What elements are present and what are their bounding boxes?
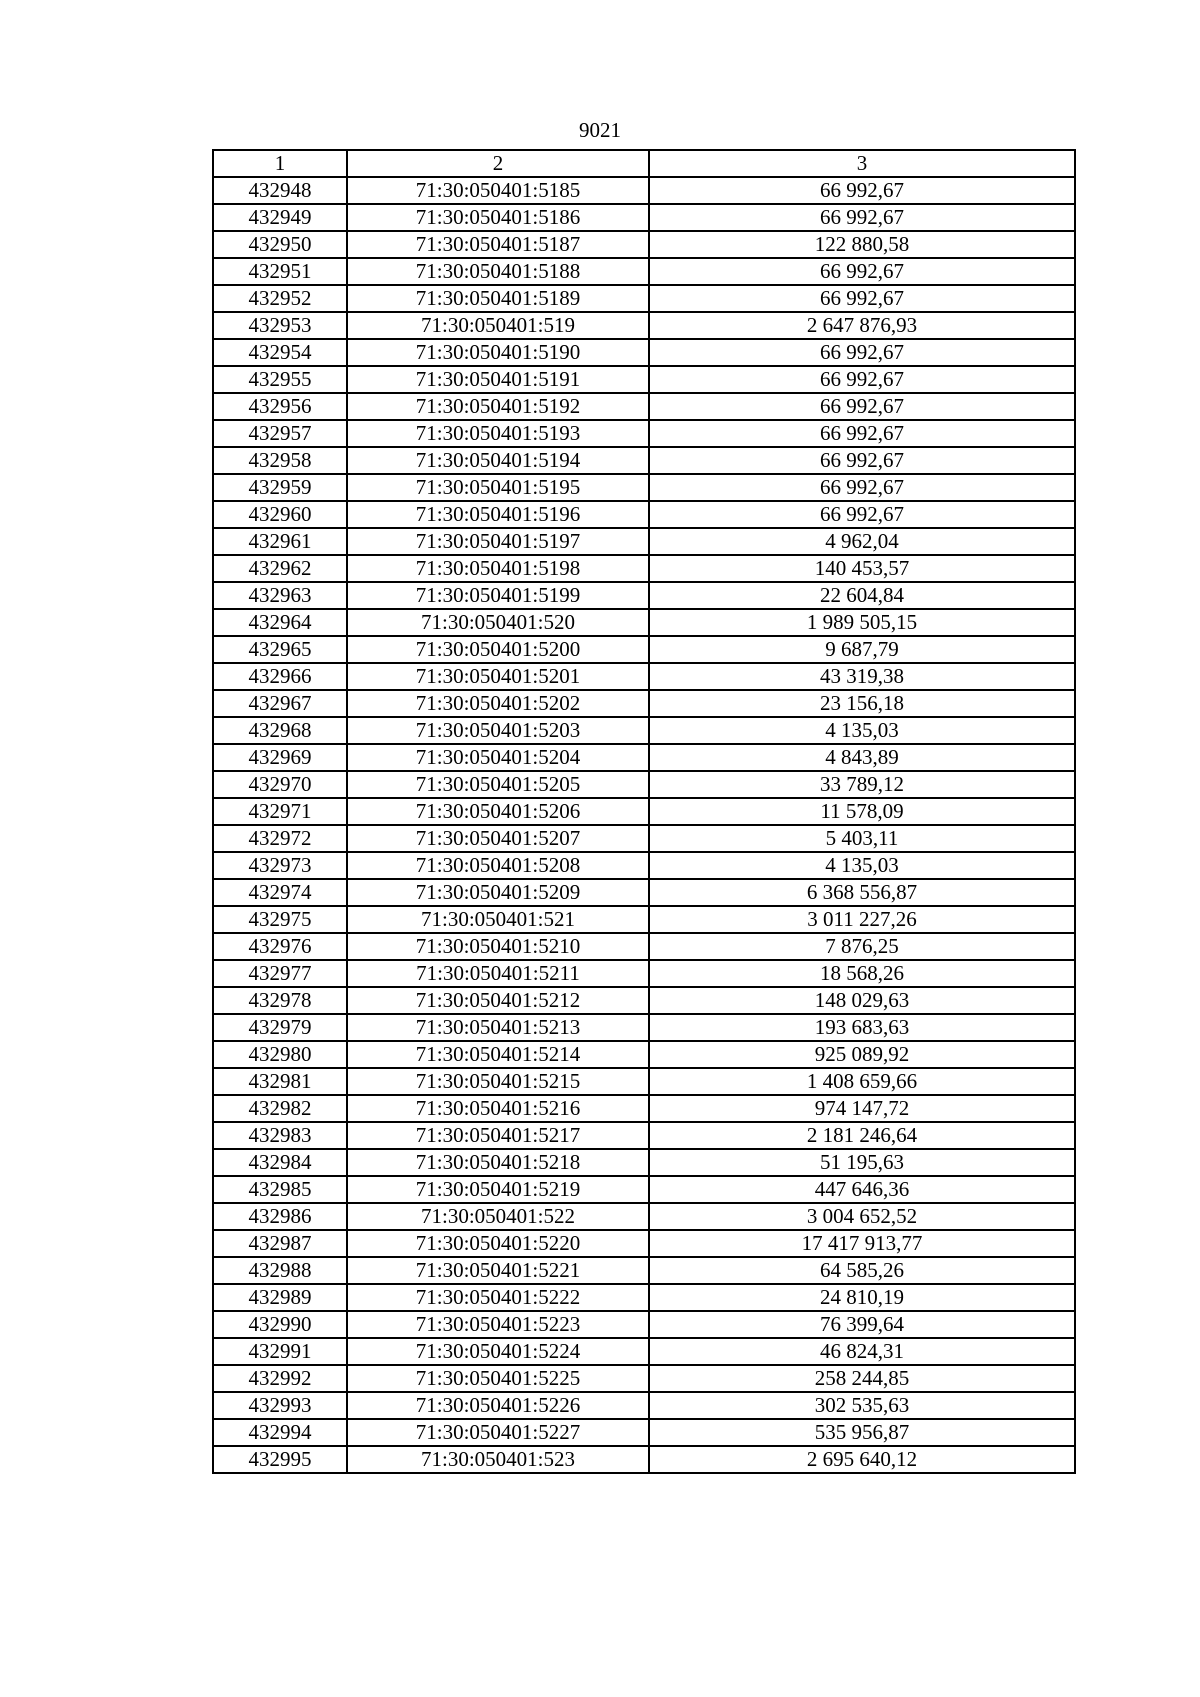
- row-number-cell: 432977: [213, 960, 347, 987]
- cadastral-number-cell: 71:30:050401:5192: [347, 393, 649, 420]
- row-number-cell: 432987: [213, 1230, 347, 1257]
- cadastral-number-cell: 71:30:050401:521: [347, 906, 649, 933]
- value-cell: 6 368 556,87: [649, 879, 1075, 906]
- table-row: [213, 609, 1075, 636]
- table-row: [213, 528, 1075, 555]
- row-number-cell: 432981: [213, 1068, 347, 1095]
- table-header: [213, 150, 1075, 177]
- table-row: [213, 1446, 1075, 1473]
- value-cell: 4 843,89: [649, 744, 1075, 771]
- table-row: [213, 1176, 1075, 1203]
- row-number-cell: 432955: [213, 366, 347, 393]
- value-cell: 66 992,67: [649, 258, 1075, 285]
- row-number-cell: 432979: [213, 1014, 347, 1041]
- table-row: [213, 204, 1075, 231]
- value-cell: 7 876,25: [649, 933, 1075, 960]
- row-number-cell: 432985: [213, 1176, 347, 1203]
- table-row: [213, 1392, 1075, 1419]
- value-cell: 193 683,63: [649, 1014, 1075, 1041]
- cadastral-number-cell: 71:30:050401:5193: [347, 420, 649, 447]
- row-number-cell: 432984: [213, 1149, 347, 1176]
- value-cell: 447 646,36: [649, 1176, 1075, 1203]
- value-cell: 2 181 246,64: [649, 1122, 1075, 1149]
- value-cell: 24 810,19: [649, 1284, 1075, 1311]
- table-row: [213, 771, 1075, 798]
- row-number-cell: 432962: [213, 555, 347, 582]
- cadastral-number-cell: 71:30:050401:5219: [347, 1176, 649, 1203]
- cadastral-number-cell: 71:30:050401:5223: [347, 1311, 649, 1338]
- row-number-cell: 432951: [213, 258, 347, 285]
- cadastral-number-cell: 71:30:050401:520: [347, 609, 649, 636]
- cadastral-number-cell: 71:30:050401:5200: [347, 636, 649, 663]
- table-row: [213, 1203, 1075, 1230]
- value-cell: 5 403,11: [649, 825, 1075, 852]
- value-cell: 46 824,31: [649, 1338, 1075, 1365]
- cadastral-number-cell: 71:30:050401:5224: [347, 1338, 649, 1365]
- row-number-cell: 432961: [213, 528, 347, 555]
- value-cell: 122 880,58: [649, 231, 1075, 258]
- table-row: [213, 933, 1075, 960]
- value-cell: 66 992,67: [649, 339, 1075, 366]
- row-number-cell: 432960: [213, 501, 347, 528]
- value-cell: 66 992,67: [649, 447, 1075, 474]
- row-number-cell: 432989: [213, 1284, 347, 1311]
- table-row: [213, 366, 1075, 393]
- row-number-cell: 432990: [213, 1311, 347, 1338]
- row-number-cell: 432978: [213, 987, 347, 1014]
- table-row: [213, 1338, 1075, 1365]
- row-number-cell: 432956: [213, 393, 347, 420]
- cadastral-number-cell: 71:30:050401:5216: [347, 1095, 649, 1122]
- header-cell-2: 2: [347, 150, 649, 177]
- value-cell: 9 687,79: [649, 636, 1075, 663]
- table-row: [213, 1122, 1075, 1149]
- cadastral-number-cell: 71:30:050401:5207: [347, 825, 649, 852]
- value-cell: 43 319,38: [649, 663, 1075, 690]
- cadastral-number-cell: 71:30:050401:5197: [347, 528, 649, 555]
- row-number-cell: 432983: [213, 1122, 347, 1149]
- row-number-cell: 432950: [213, 231, 347, 258]
- row-number-cell: 432963: [213, 582, 347, 609]
- value-cell: 2 695 640,12: [649, 1446, 1075, 1473]
- row-number-cell: 432971: [213, 798, 347, 825]
- row-number-cell: 432958: [213, 447, 347, 474]
- cadastral-number-cell: 71:30:050401:5226: [347, 1392, 649, 1419]
- table-row: [213, 852, 1075, 879]
- cadastral-number-cell: 71:30:050401:519: [347, 312, 649, 339]
- row-number-cell: 432992: [213, 1365, 347, 1392]
- value-cell: 51 195,63: [649, 1149, 1075, 1176]
- cadastral-number-cell: 71:30:050401:5211: [347, 960, 649, 987]
- cadastral-number-cell: 71:30:050401:5206: [347, 798, 649, 825]
- cadastral-number-cell: 71:30:050401:5199: [347, 582, 649, 609]
- value-cell: 148 029,63: [649, 987, 1075, 1014]
- table-row: [213, 744, 1075, 771]
- row-number-cell: 432972: [213, 825, 347, 852]
- table-row: [213, 663, 1075, 690]
- value-cell: 4 135,03: [649, 852, 1075, 879]
- row-number-cell: 432959: [213, 474, 347, 501]
- table-row: [213, 447, 1075, 474]
- value-cell: 22 604,84: [649, 582, 1075, 609]
- row-number-cell: 432973: [213, 852, 347, 879]
- table-row: [213, 1095, 1075, 1122]
- value-cell: 535 956,87: [649, 1419, 1075, 1446]
- cadastral-number-cell: 71:30:050401:5227: [347, 1419, 649, 1446]
- cadastral-number-cell: 71:30:050401:5225: [347, 1365, 649, 1392]
- table-row: [213, 393, 1075, 420]
- value-cell: 3 011 227,26: [649, 906, 1075, 933]
- row-number-cell: 432986: [213, 1203, 347, 1230]
- row-number-cell: 432970: [213, 771, 347, 798]
- cadastral-number-cell: 71:30:050401:5198: [347, 555, 649, 582]
- value-cell: 66 992,67: [649, 204, 1075, 231]
- header-row: [213, 150, 1075, 177]
- table-row: [213, 1257, 1075, 1284]
- table-row: [213, 231, 1075, 258]
- value-cell: 23 156,18: [649, 690, 1075, 717]
- cadastral-number-cell: 71:30:050401:5208: [347, 852, 649, 879]
- row-number-cell: 432994: [213, 1419, 347, 1446]
- cadastral-number-cell: 71:30:050401:5217: [347, 1122, 649, 1149]
- row-number-cell: 432988: [213, 1257, 347, 1284]
- cadastral-number-cell: 71:30:050401:5215: [347, 1068, 649, 1095]
- cadastral-number-cell: 71:30:050401:5188: [347, 258, 649, 285]
- cadastral-number-cell: 71:30:050401:5220: [347, 1230, 649, 1257]
- value-cell: 258 244,85: [649, 1365, 1075, 1392]
- row-number-cell: 432966: [213, 663, 347, 690]
- row-number-cell: 432976: [213, 933, 347, 960]
- table-row: [213, 285, 1075, 312]
- cadastral-number-cell: 71:30:050401:5218: [347, 1149, 649, 1176]
- row-number-cell: 432957: [213, 420, 347, 447]
- cadastral-number-cell: 71:30:050401:523: [347, 1446, 649, 1473]
- value-cell: 66 992,67: [649, 285, 1075, 312]
- table-row: [213, 1041, 1075, 1068]
- row-number-cell: 432949: [213, 204, 347, 231]
- value-cell: 66 992,67: [649, 393, 1075, 420]
- table-row: [213, 474, 1075, 501]
- header-cell-1: 1: [213, 150, 347, 177]
- page-number: 9021: [579, 118, 621, 142]
- cadastral-number-cell: 71:30:050401:5205: [347, 771, 649, 798]
- table-row: [213, 906, 1075, 933]
- row-number-cell: 432967: [213, 690, 347, 717]
- row-number-cell: 432993: [213, 1392, 347, 1419]
- table-row: [213, 555, 1075, 582]
- table-row: [213, 717, 1075, 744]
- value-cell: 18 568,26: [649, 960, 1075, 987]
- table-row: [213, 1365, 1075, 1392]
- table-row: [213, 987, 1075, 1014]
- row-number-cell: 432948: [213, 177, 347, 204]
- row-number-cell: 432969: [213, 744, 347, 771]
- value-cell: 17 417 913,77: [649, 1230, 1075, 1257]
- cadastral-number-cell: 71:30:050401:5210: [347, 933, 649, 960]
- value-cell: 302 535,63: [649, 1392, 1075, 1419]
- cadastral-number-cell: 71:30:050401:522: [347, 1203, 649, 1230]
- value-cell: 1 989 505,15: [649, 609, 1075, 636]
- table-row: [213, 1419, 1075, 1446]
- cadastral-number-cell: 71:30:050401:5204: [347, 744, 649, 771]
- table-row: [213, 312, 1075, 339]
- value-cell: 1 408 659,66: [649, 1068, 1075, 1095]
- data-table: [212, 149, 1076, 1474]
- cadastral-number-cell: 71:30:050401:5190: [347, 339, 649, 366]
- table-row: [213, 177, 1075, 204]
- table-row: [213, 1014, 1075, 1041]
- cadastral-number-cell: 71:30:050401:5194: [347, 447, 649, 474]
- value-cell: 4 135,03: [649, 717, 1075, 744]
- cadastral-number-cell: 71:30:050401:5221: [347, 1257, 649, 1284]
- table-row: [213, 258, 1075, 285]
- header-cell-3: 3: [649, 150, 1075, 177]
- row-number-cell: 432954: [213, 339, 347, 366]
- cadastral-number-cell: 71:30:050401:5213: [347, 1014, 649, 1041]
- cadastral-number-cell: 71:30:050401:5185: [347, 177, 649, 204]
- table-row: [213, 1149, 1075, 1176]
- row-number-cell: 432982: [213, 1095, 347, 1122]
- table-row: [213, 420, 1075, 447]
- table-row: [213, 1284, 1075, 1311]
- table-row: [213, 690, 1075, 717]
- value-cell: 140 453,57: [649, 555, 1075, 582]
- cadastral-number-cell: 71:30:050401:5212: [347, 987, 649, 1014]
- value-cell: 66 992,67: [649, 501, 1075, 528]
- cadastral-number-cell: 71:30:050401:5214: [347, 1041, 649, 1068]
- value-cell: 33 789,12: [649, 771, 1075, 798]
- value-cell: 66 992,67: [649, 420, 1075, 447]
- row-number-cell: 432975: [213, 906, 347, 933]
- value-cell: 4 962,04: [649, 528, 1075, 555]
- table-row: [213, 1230, 1075, 1257]
- value-cell: 64 585,26: [649, 1257, 1075, 1284]
- value-cell: 11 578,09: [649, 798, 1075, 825]
- row-number-cell: 432953: [213, 312, 347, 339]
- value-cell: 925 089,92: [649, 1041, 1075, 1068]
- cadastral-number-cell: 71:30:050401:5189: [347, 285, 649, 312]
- row-number-cell: 432952: [213, 285, 347, 312]
- table-row: [213, 798, 1075, 825]
- table-row: [213, 960, 1075, 987]
- value-cell: 66 992,67: [649, 474, 1075, 501]
- cadastral-number-cell: 71:30:050401:5209: [347, 879, 649, 906]
- table-row: [213, 339, 1075, 366]
- cadastral-number-cell: 71:30:050401:5222: [347, 1284, 649, 1311]
- cadastral-number-cell: 71:30:050401:5195: [347, 474, 649, 501]
- value-cell: 3 004 652,52: [649, 1203, 1075, 1230]
- table-row: [213, 582, 1075, 609]
- value-cell: 974 147,72: [649, 1095, 1075, 1122]
- cadastral-number-cell: 71:30:050401:5203: [347, 717, 649, 744]
- value-cell: 2 647 876,93: [649, 312, 1075, 339]
- row-number-cell: 432980: [213, 1041, 347, 1068]
- table-row: [213, 501, 1075, 528]
- table-row: [213, 825, 1075, 852]
- row-number-cell: 432964: [213, 609, 347, 636]
- value-cell: 66 992,67: [649, 366, 1075, 393]
- cadastral-number-cell: 71:30:050401:5186: [347, 204, 649, 231]
- row-number-cell: 432995: [213, 1446, 347, 1473]
- row-number-cell: 432991: [213, 1338, 347, 1365]
- cadastral-number-cell: 71:30:050401:5196: [347, 501, 649, 528]
- table-body: [213, 177, 1075, 1473]
- table-row: [213, 879, 1075, 906]
- table-row: [213, 1068, 1075, 1095]
- table-row: [213, 636, 1075, 663]
- row-number-cell: 432965: [213, 636, 347, 663]
- cadastral-number-cell: 71:30:050401:5187: [347, 231, 649, 258]
- row-number-cell: 432968: [213, 717, 347, 744]
- table-row: [213, 1311, 1075, 1338]
- row-number-cell: 432974: [213, 879, 347, 906]
- cadastral-number-cell: 71:30:050401:5202: [347, 690, 649, 717]
- cadastral-number-cell: 71:30:050401:5191: [347, 366, 649, 393]
- value-cell: 66 992,67: [649, 177, 1075, 204]
- cadastral-number-cell: 71:30:050401:5201: [347, 663, 649, 690]
- value-cell: 76 399,64: [649, 1311, 1075, 1338]
